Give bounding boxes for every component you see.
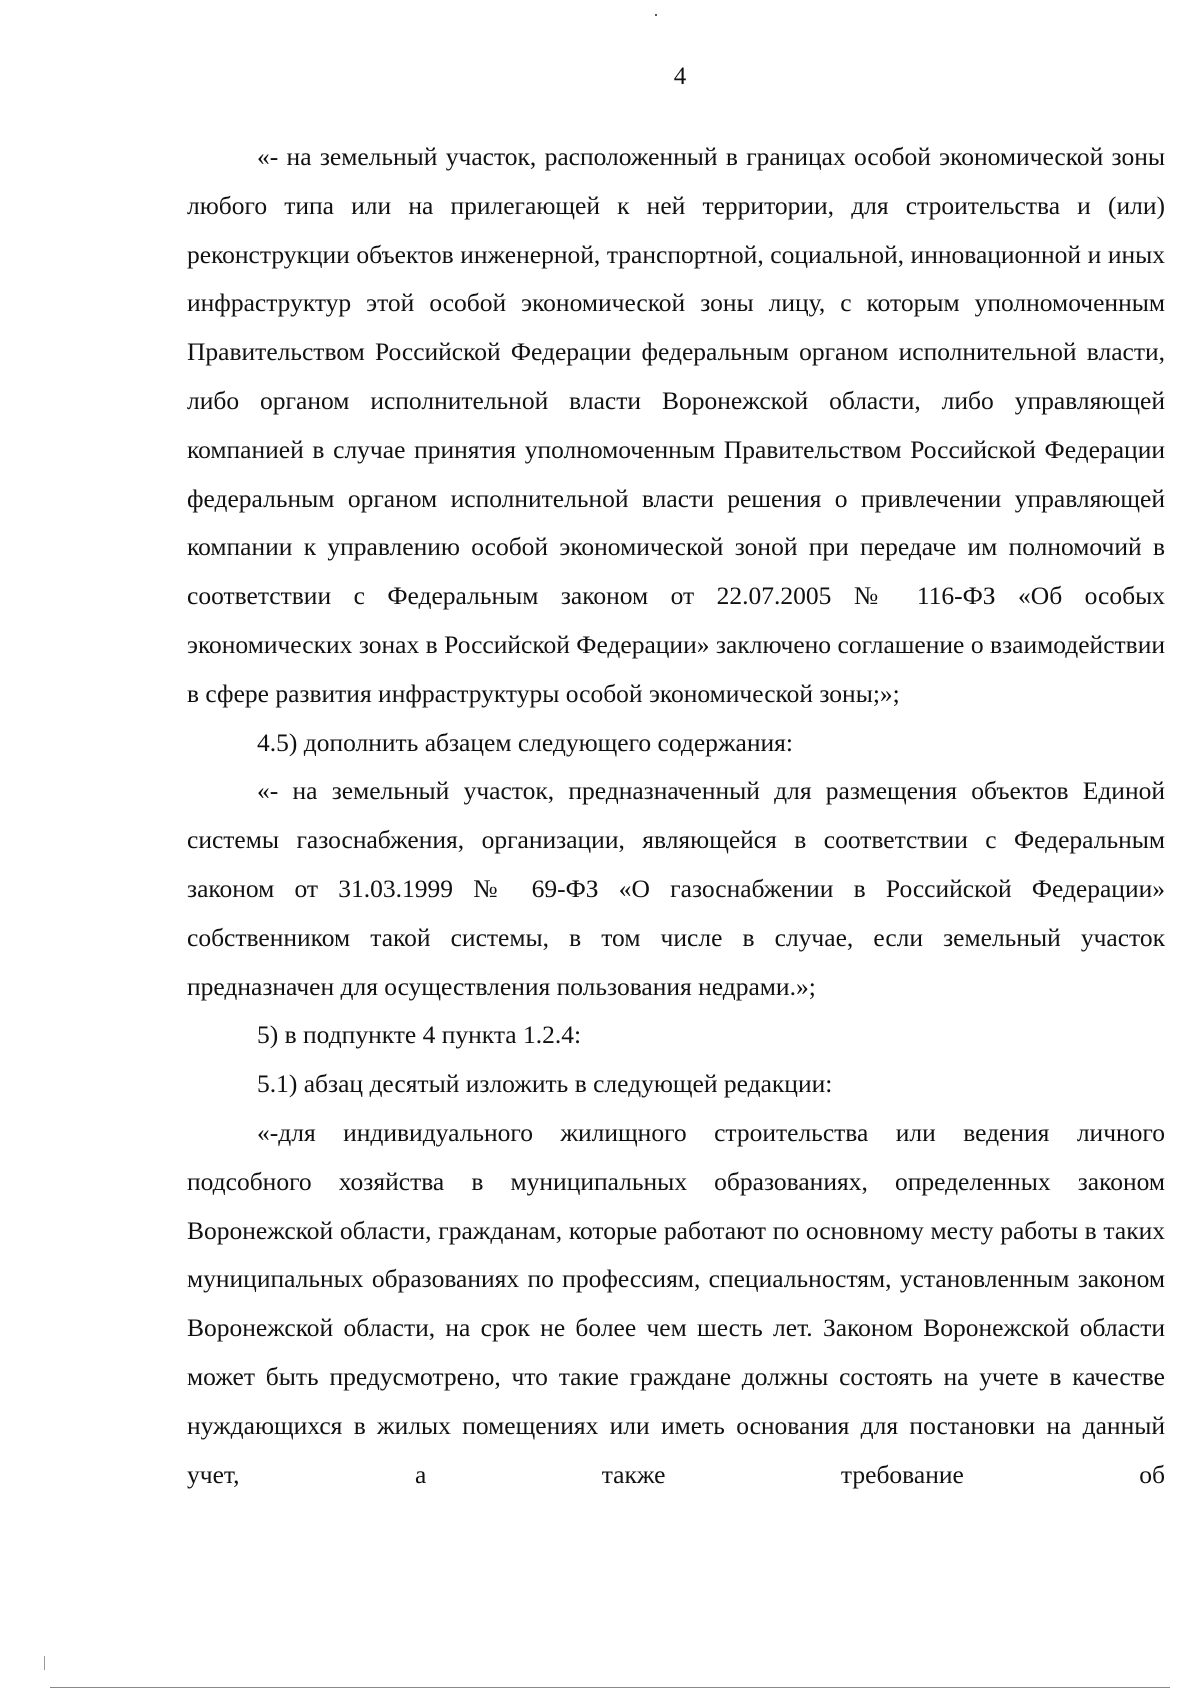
scan-bottom-edge <box>50 1687 1170 1688</box>
document-body <box>187 133 1165 1499</box>
paragraph-special-economic-zone: «- на земельный участок, расположенный в границах особой экономической зоны любого типа или на прилегающей к ней территории, для строительства и (или) реконструкции объектов инженерной, транспортной, социальной, инновационной и иных инфраструктур этой особой экономической зоны лицу, с которым уполномоченным Правительством Российской Федерации федеральным органом исполнительной власти, либо органом исполнительной власти Воронежской области, либо управляющей компанией в случае принятия уполномоченным Правительством Российской Федерации федеральным органом исполнительной власти решения о привлечении управляющей компании к управлению особой экономической зоной при передаче им полномочий в соответствии с Федеральным законом от 22.07.2005 № 116-ФЗ «Об особых экономических зонах в Российской Федерации» заключено соглашение о взаимодействии в сфере развития инфраструктуры особой экономической зоны;»; <box>187 142 1165 708</box>
scan-edge-mark <box>44 1656 45 1670</box>
paragraph-item-4-5: 4.5) дополнить абзацем следующего содержания: <box>257 727 793 757</box>
page-number: 4 <box>673 63 687 90</box>
paragraph-individual-housing: «-для индивидуального жилищного строительства или ведения личного подсобного хозяйства в муниципальных образованиях, определенных законом Воронежской области, гражданам, которые работают по основному месту работы в таких муниципальных образованиях по профессиям, специальностям, установленным законом Воронежской области, на срок не более чем шесть лет. Законом Воронежской области может быть предусмотрено, что такие граждане должны состоять на учете в качестве нуждающихся в жилых помещениях или иметь основания для постановки на данный учет, а также требование об <box>187 1117 1165 1489</box>
paragraph-item-5: 5) в подпункте 4 пункта 1.2.4: <box>257 1020 582 1050</box>
scan-speck <box>655 14 657 16</box>
paragraph-item-5-1: 5.1) абзац десятый изложить в следующей редакции: <box>257 1069 833 1099</box>
paragraph-gas-supply: «- на земельный участок, предназначенный для размещения объектов Единой системы газоснабжения, организации, являющейся в соответствии с Федеральным законом от 31.03.1999 № 69-ФЗ «О газоснабжении в Российской Федерации» собственником такой системы, в том числе в случае, если земельный участок предназначен для осуществления пользования недрами.»; <box>187 776 1165 1001</box>
